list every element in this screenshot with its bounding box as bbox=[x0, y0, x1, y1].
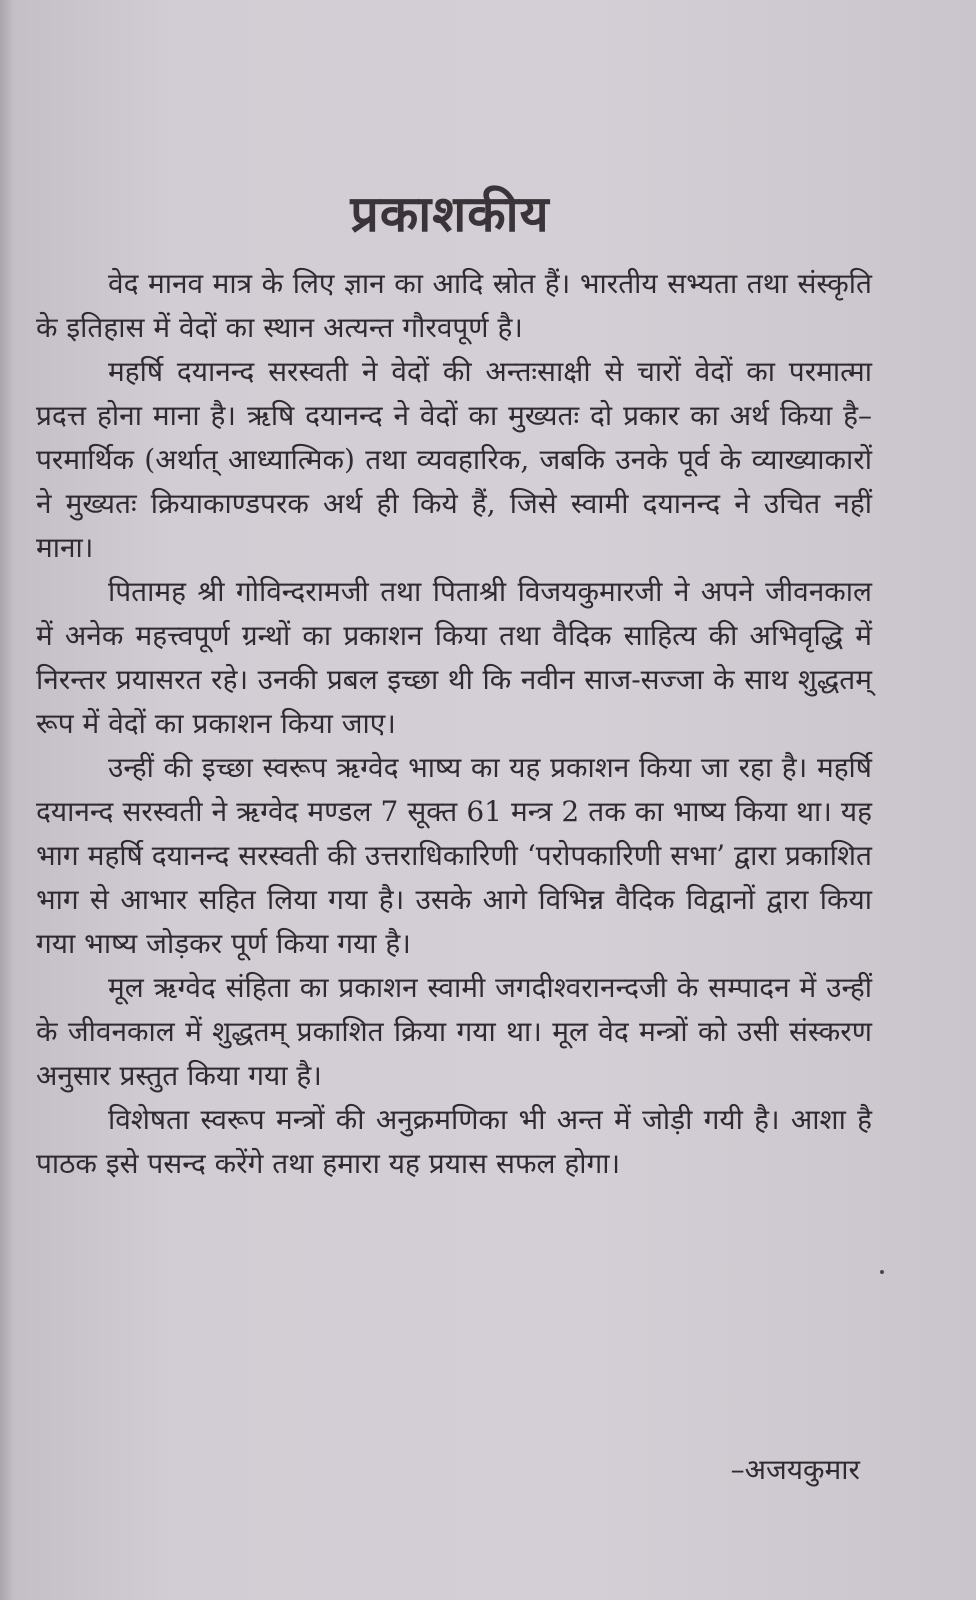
paragraph: विशेषता स्वरूप मन्त्रों की अनुक्रमणिका भी अन्त में जोड़ी गयी है। आशा है पाठक इसे पसन्द करेंगे तथा हमारा यह प्रयास सफल होगा। bbox=[36, 1103, 872, 1180]
page-title: प्रकाशकीय bbox=[350, 185, 550, 243]
print-speck bbox=[880, 1270, 884, 1274]
paragraph: मूल ऋग्वेद संहिता का प्रकाशन स्वामी जगदीश्वरानन्दजी के सम्पादन में उन्हीं के जीवनकाल में शुद्धतम् प्रकाशित क्रिया गया था। मूल वेद मन्त्रों को उसी संस्करण अनुसार प्रस्तुत किया गया है। bbox=[36, 971, 872, 1092]
paragraph: उन्हीं की इच्छा स्वरूप ऋग्वेद भाष्य का यह प्रकाशन किया जा रहा है। महर्षि दयानन्द सरस्वती ने ऋग्वेद मण्डल 7 सूक्त 61 मन्त्र 2 तक का भाष्य किया था। यह भाग महर्षि दयानन्द सरस्वती की उत्तराधिकारिणी ‘परोपकारिणी सभा’ द्वारा प्रकाशित भाग से आभार सहित लिया गया है। उसके आगे विभिन्न वैदिक विद्वानों द्वारा किया गया भाष्य जोड़कर पूर्ण किया गया है। bbox=[36, 751, 872, 960]
paragraph: पितामह श्री गोविन्दरामजी तथा पिताश्री विजयकुमारजी ने अपने जीवनकाल में अनेक महत्त्वपूर्ण ग्रन्थों का प्रकाशन किया तथा वैदिक साहित्य की अभिवृद्धि में निरन्तर प्रयासरत रहे। उनकी प्रबल इच्छा थी कि नवीन साज-सज्जा के साथ शुद्धतम् रूप में वेदों का प्रकाशन किया जाए। bbox=[36, 575, 872, 740]
paragraph: महर्षि दयानन्द सरस्वती ने वेदों की अन्तःसाक्षी से चारों वेदों का परमात्मा प्रदत्त होना माना है। ऋषि दयानन्द ने वेदों का मुख्यतः दो प्रकार का अर्थ किया है–परमार्थिक (अर्थात् आध्यात्मिक) तथा व्यवहारिक, जबकि उनके पूर्व के व्याख्याकारों ने मुख्यतः क्रियाकाण्डपरक अर्थ ही किये हैं, जिसे स्वामी दयानन्द ने उचित नहीं माना। bbox=[36, 355, 872, 564]
signature: –अजयकुमार bbox=[730, 1453, 860, 1486]
body-text bbox=[36, 262, 872, 1186]
paragraph: वेद मानव मात्र के लिए ज्ञान का आदि स्रोत हैं। भारतीय सभ्यता तथा संस्कृति के इतिहास में वेदों का स्थान अत्यन्त गौरवपूर्ण है। bbox=[36, 267, 872, 344]
